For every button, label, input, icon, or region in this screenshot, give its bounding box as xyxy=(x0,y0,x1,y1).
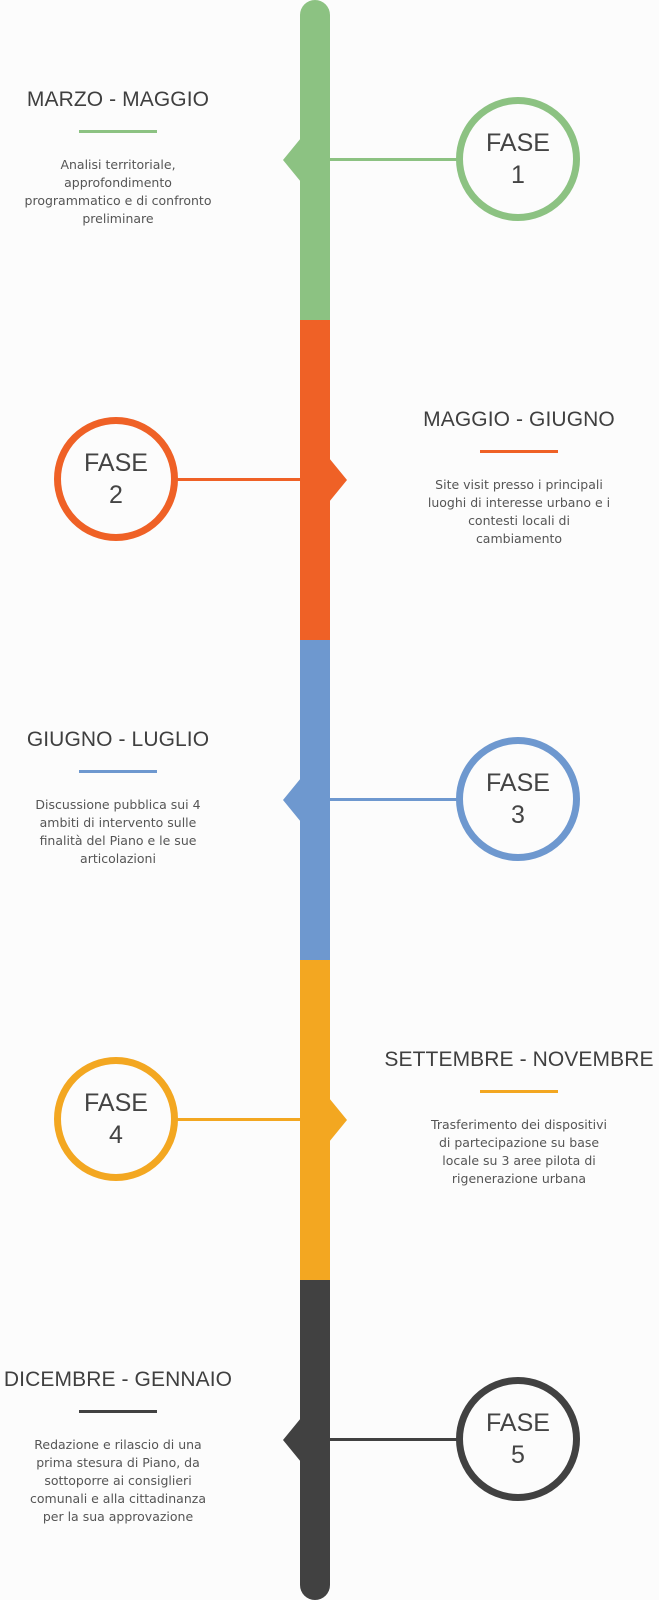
phase-text-block-fase-1 xyxy=(0,88,236,228)
phase-label: FASE xyxy=(84,1089,148,1117)
timeline-bar-segment-fase-3 xyxy=(300,640,330,960)
phase-label: FASE xyxy=(84,449,148,477)
phase-circle-fase-1 xyxy=(456,97,580,221)
phase-text-block-fase-3 xyxy=(0,728,236,868)
connector-line-fase-5 xyxy=(330,1438,460,1441)
phase-text-block-fase-4 xyxy=(372,1048,659,1188)
phase-circle-fase-3 xyxy=(456,737,580,861)
phase-description: Redazione e rilascio di una prima stesura di Piano, da sottoporre ai consiglieri comunali e alla cittadinanza per la sua approvazione xyxy=(30,1437,206,1524)
phase-text-block-fase-5 xyxy=(0,1368,236,1526)
phase-number: 4 xyxy=(109,1121,123,1149)
connector-line-fase-1 xyxy=(330,158,460,161)
phase-circle-fase-5 xyxy=(456,1377,580,1501)
pointer-left-fase-3 xyxy=(283,778,301,822)
title-underline xyxy=(480,1090,558,1093)
phase-label: FASE xyxy=(486,1409,550,1437)
title-underline xyxy=(480,450,558,453)
title-underline xyxy=(79,770,157,773)
phase-description: Trasferimento dei dispositivi di partecipazione su base locale su 3 aree pilota di rigenerazione urbana xyxy=(431,1117,607,1186)
phase-circle-fase-4 xyxy=(54,1057,178,1181)
period-title: SETTEMBRE - NOVEMBRE xyxy=(384,1048,654,1071)
pointer-right-fase-4 xyxy=(329,1098,347,1142)
timeline-bar-segment-fase-4 xyxy=(300,960,330,1280)
title-underline xyxy=(79,130,157,133)
title-underline xyxy=(79,1410,157,1413)
phase-description: Discussione pubblica sui 4 ambiti di intervento sulle finalità del Piano e le sue articolazioni xyxy=(35,797,201,866)
phase-label: FASE xyxy=(486,129,550,157)
phase-circle-fase-2 xyxy=(54,417,178,541)
phase-text-block-fase-2 xyxy=(388,408,650,548)
period-title: DICEMBRE - GENNAIO xyxy=(3,1368,233,1391)
phase-number: 2 xyxy=(109,481,123,509)
phase-number: 3 xyxy=(511,801,525,829)
timeline-bar-segment-fase-5 xyxy=(300,1280,330,1600)
period-title: MAGGIO - GIUGNO xyxy=(423,408,615,431)
connector-line-fase-2 xyxy=(175,478,301,481)
pointer-left-fase-1 xyxy=(283,138,301,182)
phase-number: 5 xyxy=(511,1441,525,1469)
phase-number: 1 xyxy=(511,161,525,189)
period-title: MARZO - MAGGIO xyxy=(26,88,210,111)
timeline-bar-segment-fase-1 xyxy=(300,0,330,320)
timeline-bar-segment-fase-2 xyxy=(300,320,330,640)
connector-line-fase-3 xyxy=(330,798,460,801)
period-title: GIUGNO - LUGLIO xyxy=(26,728,210,751)
phase-description: Analisi territoriale, approfondimento programmatico e di confronto preliminare xyxy=(24,157,212,226)
pointer-left-fase-5 xyxy=(283,1418,301,1462)
phase-label: FASE xyxy=(486,769,550,797)
pointer-right-fase-2 xyxy=(329,458,347,502)
phase-description: Site visit presso i principali luoghi di interesse urbano e i contesti locali di cambiamento xyxy=(427,477,611,546)
connector-line-fase-4 xyxy=(175,1118,301,1121)
